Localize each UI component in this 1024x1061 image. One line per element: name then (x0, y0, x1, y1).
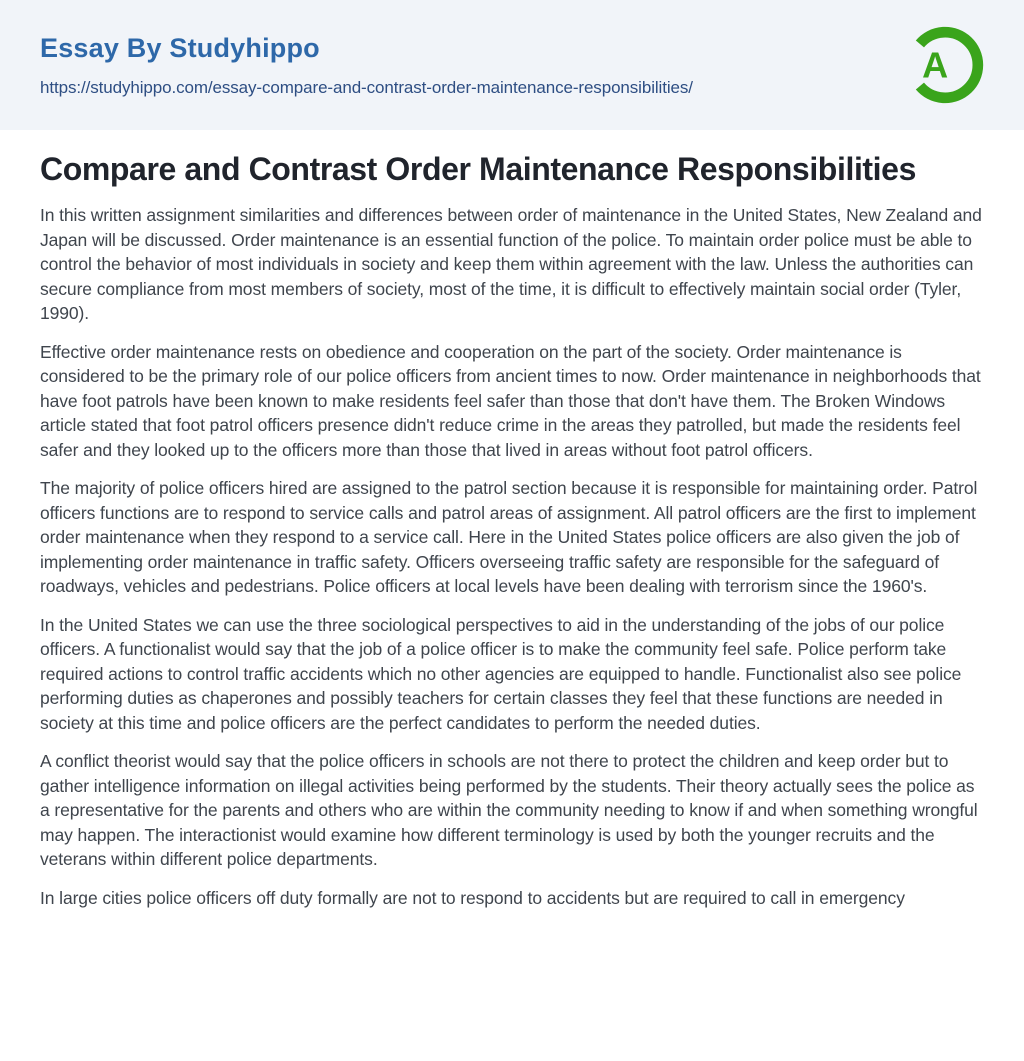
essay-content (0, 152, 1024, 910)
source-url-link[interactable]: https://studyhippo.com/essay-compare-and-contrast-order-maintenance-responsibilities/ (40, 77, 693, 97)
essay-paragraph: In the United States we can use the three sociological perspectives to aid in the understanding of the jobs of our police officers. A functionalist would say that the job of a police officer is to make the community feel safe. Police perform take required actions to control traffic accidents which no other agencies are equipped to handle. Functionalist also see police performing duties as chaperones and possibly teachers for certain classes they feel that these functions are needed in society at this time and police officers are the perfect candidates to perform the needed duties. (40, 614, 962, 733)
page-header (0, 0, 1024, 130)
logo-letter: A (922, 44, 949, 86)
article-title: Compare and Contrast Order Maintenance Responsibilities (40, 151, 916, 187)
studyhippo-logo-icon (904, 24, 986, 106)
essay-paragraph: The majority of police officers hired are assigned to the patrol section because it is responsible for maintaining order. Patrol officers functions are to respond to service calls and patrol areas of assignment. All patrol officers are the first to implement order maintenance when they respond to a service call. Here in the United States police officers are also given the job of implementing order maintenance in traffic safety. Officers overseeing traffic safety are responsible for the safeguard of roadways, vehicles and pedestrians. Police officers at local levels have been dealing with terrorism since the 1960's. (40, 478, 978, 596)
essay-paragraph: In large cities police officers off duty formally are not to respond to accidents but are required to call in emergency (40, 887, 905, 908)
essay-paragraph: Effective order maintenance rests on obedience and cooperation on the part of the society. Order maintenance is considered to be the primary role of our police officers from ancient times to now. Order maintenance in neighborhoods that have foot patrols have been known to make residents feel safer than those that don't have them. The Broken Windows article stated that foot patrol officers presence didn't reduce crime in the areas they patrolled, but made the residents feel safer and they looked up to the officers more than those that lived in areas without foot patrol officers. (40, 341, 981, 460)
essay-body (40, 203, 984, 910)
site-title: Essay By Studyhippo (40, 32, 320, 63)
brand-block (40, 33, 693, 98)
essay-paragraph: In this written assignment similarities and differences between order of maintenance in the United States, New Zealand and Japan will be discussed. Order maintenance is an essential function of the police. To maintain order police must be able to control the behavior of most individuals in society and keep them within agreement with the law. Unless the authorities can secure compliance from most members of society, most of the time, it is difficult to effectively maintain social order (Tyler, 1990). (40, 205, 982, 323)
essay-paragraph: A conflict theorist would say that the police officers in schools are not there to protect the children and keep order but to gather intelligence information on illegal activities being performed by the students. Their theory actually sees the police as a representative for the parents and others who are within the community needing to know if and when something wrongful may happen. The interactionist would examine how different terminology is used by both the younger recruits and the veterans within different police departments. (40, 751, 978, 869)
